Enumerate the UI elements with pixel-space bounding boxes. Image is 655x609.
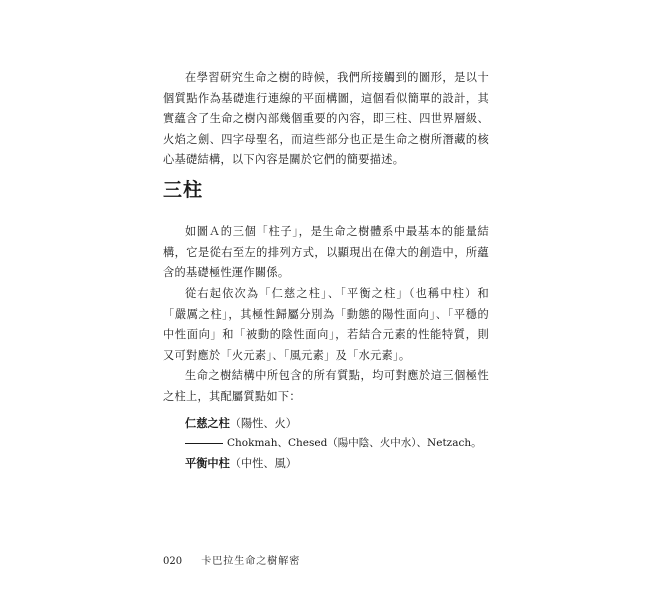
pillar-balance-name: 平衡中柱 <box>185 456 230 470</box>
em-dash-rule <box>185 443 223 444</box>
running-title: 卡巴拉生命之樹解密 <box>201 556 301 567</box>
paragraph-pillar-order: 從右起依次為「仁慈之柱」、「平衡之柱」（也稱中柱）和「嚴厲之柱」，其極性歸屬分別為「動態的陽性面向」、「平穩的中性面向」和「被動的陰性面向」，若結合元素的性能特質，則又可對應於「火元素」、「風元素」及「水元素」。 <box>163 287 489 362</box>
pillar-balance-line <box>185 453 297 474</box>
mercy-sephiroth-list: Chokmah、Chesed（陽中陰、火中水）、Netzach。 <box>227 437 482 449</box>
section-heading: 三柱 <box>163 179 204 201</box>
paragraph-sephiroth-mapping: 生命之樹結構中所包含的所有質點，均可對應於這三個極性之柱上，其配屬質點如下： <box>163 369 489 403</box>
pillar-mercy-name: 仁慈之柱 <box>185 416 230 430</box>
mercy-sephiroth-line <box>185 433 482 453</box>
pillar-mercy-attr: （陽性、火） <box>229 417 297 430</box>
page-number: 020 <box>163 556 183 567</box>
paragraph-three-pillars: 如圖Ａ的三個「柱子」，是生命之樹體系中最基本的能量結構，它是從右至左的排列方式，以顯現出在偉大的創造中，所蘊含的基礎極性運作關係。 <box>163 225 489 279</box>
pillar-balance-attr: （中性、風） <box>229 457 297 470</box>
intro-paragraph: 在學習研究生命之樹的時候，我們所接觸到的圖形，是以十個質點作為基礎進行連線的平面構圖，這個看似簡單的設計，其實蘊含了生命之樹內部幾個重要的內容，即三柱、四世界層級、火焰之劍、四字母聖名，而這些部分也正是生命之樹所潛藏的核心基礎結構，以下內容是關於它們的簡要描述。 <box>163 71 489 166</box>
page-footer <box>163 555 300 569</box>
pillar-mercy-line <box>185 413 297 434</box>
